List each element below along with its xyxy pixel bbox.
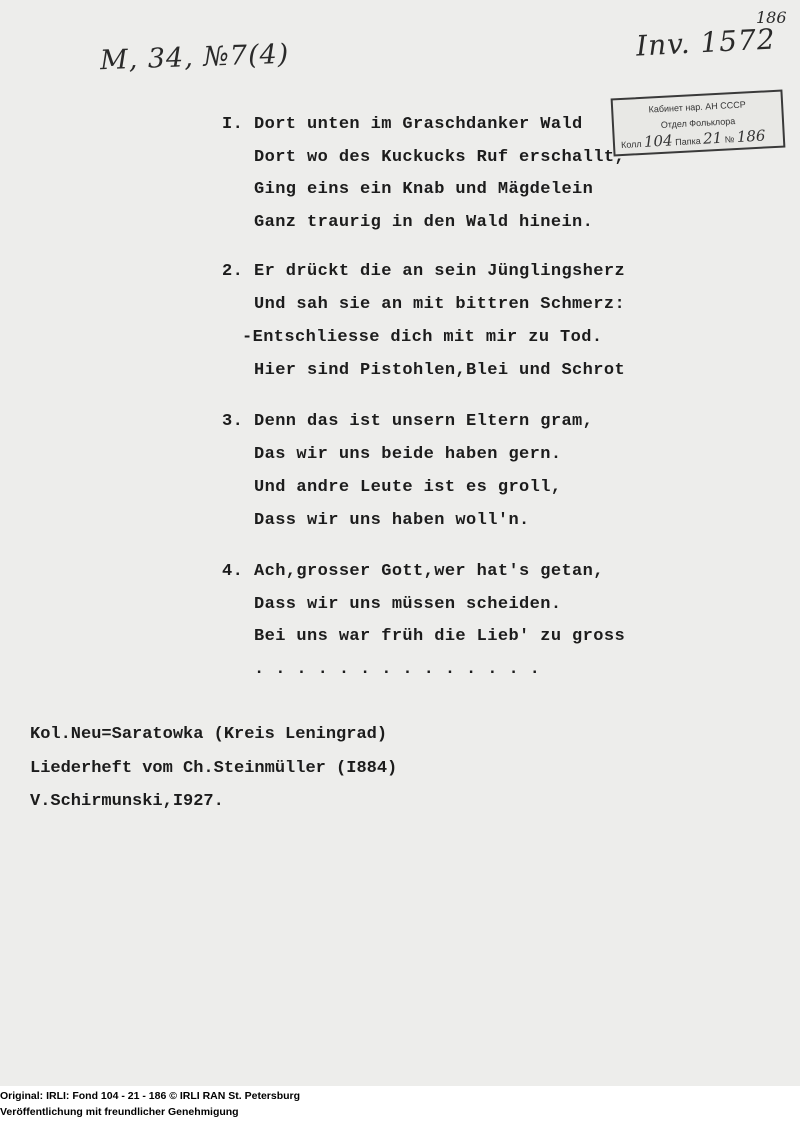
verse-line: Denn das ist unsern Eltern gram,	[254, 412, 594, 431]
source-collection: Kol.Neu=Saratowka (Kreis Leningrad)	[30, 725, 388, 744]
handwritten-inventory-number: Inv. 1572	[635, 22, 777, 63]
verse-line: Hier sind Pistohlen,Blei und Schrot	[254, 361, 626, 380]
archive-caption-line-2: Veröffentlichung mit freundlicher Genehmigung	[0, 1106, 239, 1118]
stamp-number-label: №	[724, 134, 735, 145]
verse-line: Dort unten im Graschdanker Wald	[254, 115, 583, 134]
stanza-number: 4.	[222, 562, 244, 581]
verse-line: Ach,grosser Gott,wer hat's getan,	[254, 562, 604, 581]
verse-line: Dass wir uns haben woll'n.	[254, 511, 530, 530]
verse-line: Und andre Leute ist es groll,	[254, 478, 562, 497]
stanza-number: 2.	[222, 262, 244, 281]
stamp-collection-number: 104	[643, 131, 674, 151]
verse-line: Er drückt die an sein Jünglingsherz	[254, 262, 626, 281]
verse-line: Ganz traurig in den Wald hinein.	[254, 213, 594, 232]
ellipsis-line: . . . . . . . . . . . . . .	[254, 660, 541, 679]
source-collector: V.Schirmunski,I927.	[30, 792, 224, 811]
source-songbook: Liederheft vom Ch.Steinmüller (I884)	[30, 759, 398, 778]
archive-stamp	[611, 90, 786, 157]
stamp-folder-number: 21	[702, 128, 723, 148]
stamp-item-number: 186	[736, 126, 766, 146]
archive-caption-line-1: Original: IRLI: Fond 104 - 21 - 186 © IRLI RAN St. Petersburg	[0, 1090, 301, 1102]
stamp-line-1: Кабинет нар. АН СССР	[648, 99, 746, 115]
verse-line: Und sah sie an mit bittren Schmerz:	[254, 295, 626, 314]
verse-line: Dort wo des Kuckucks Ruf erschallt,	[254, 148, 626, 167]
stamp-folder-label: Папка	[674, 135, 701, 148]
handwritten-archive-code: М, 34, №7(4)	[99, 38, 290, 77]
handwritten-page-number: 186	[756, 8, 787, 27]
verse-line: Das wir uns beide haben gern.	[254, 445, 562, 464]
verse-line: Dass wir uns müssen scheiden.	[254, 595, 562, 614]
verse-line: -Entschliesse dich mit mir zu Tod.	[242, 328, 603, 347]
stanza-number: I.	[222, 115, 244, 134]
verse-line: Ging eins ein Knab und Mägdelein	[254, 180, 594, 199]
stamp-collection-label: Колл	[620, 138, 642, 151]
stanza-number: 3.	[222, 412, 244, 431]
stamp-line-2: Отдел Фольклора	[660, 116, 736, 130]
verse-line: Bei uns war früh die Lieb' zu gross	[254, 627, 626, 646]
